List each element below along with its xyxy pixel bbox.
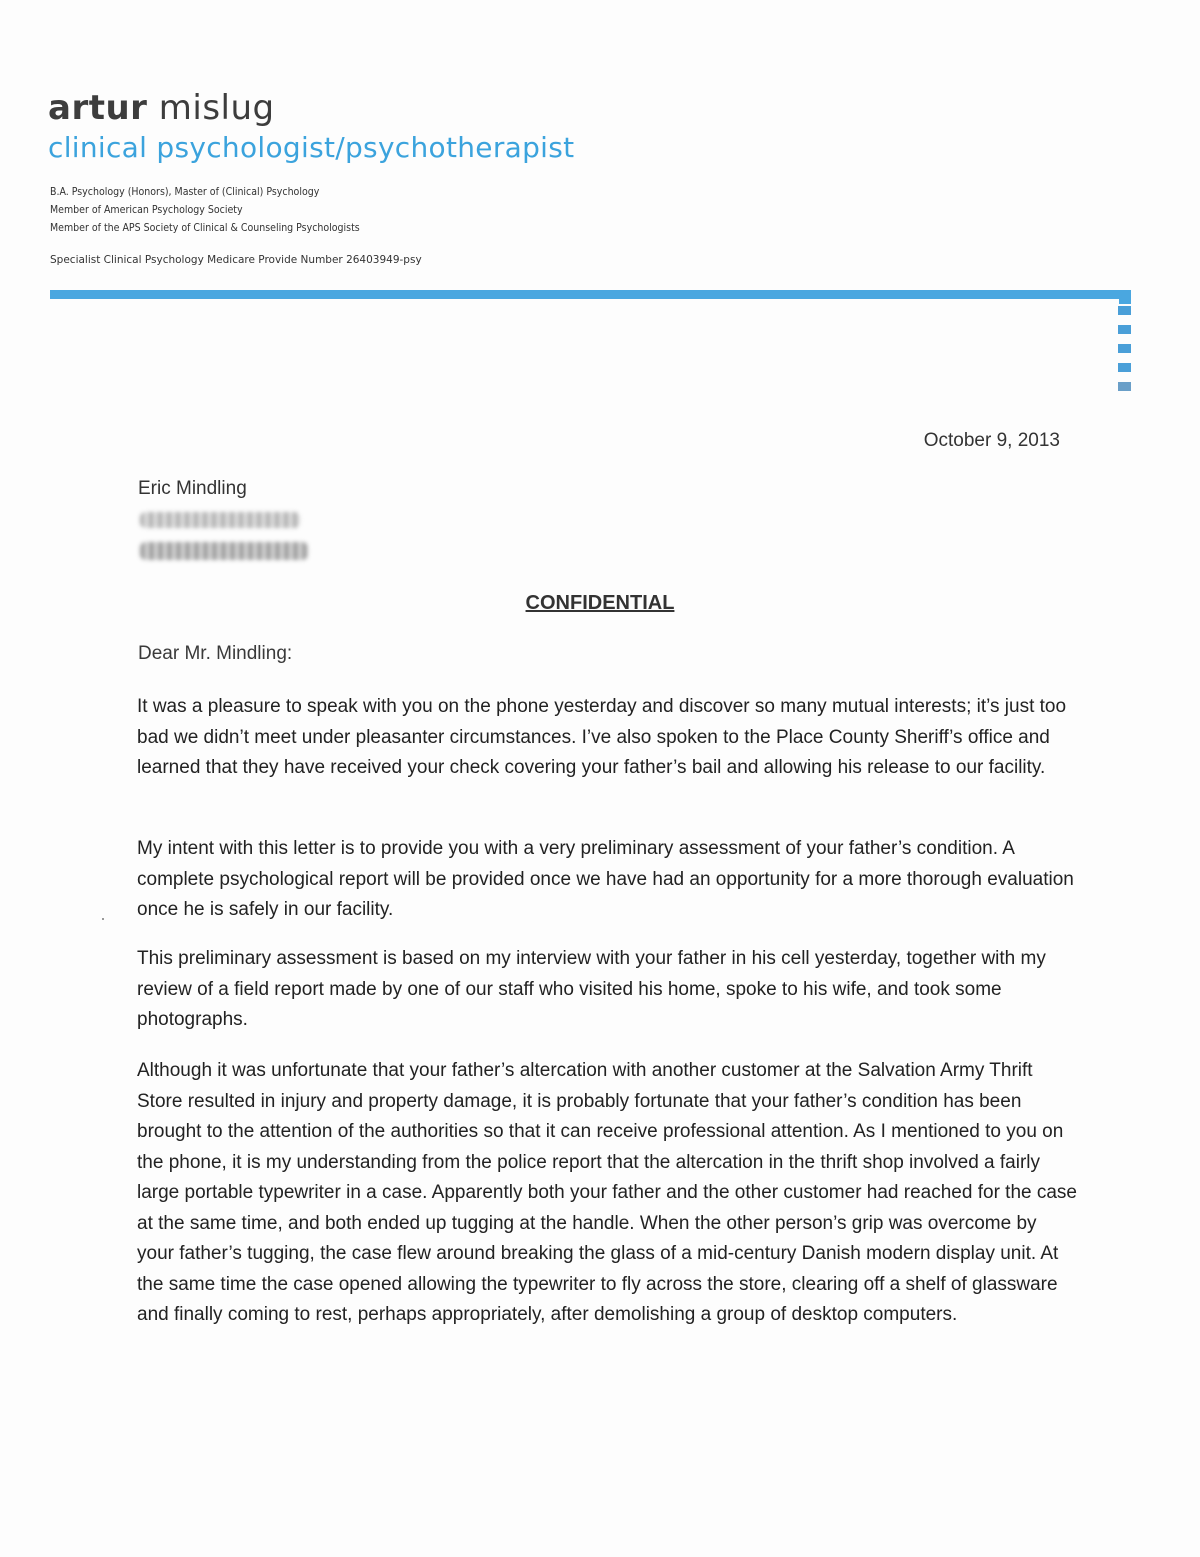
name-last: mislug: [158, 88, 275, 128]
name-first: artur: [48, 88, 148, 128]
letterhead-title: clinical psychologist/psychotherapist: [48, 131, 575, 164]
redacted-address-line: [140, 512, 300, 528]
letterhead-rule: [50, 290, 1131, 299]
recipient-name: Eric Mindling: [138, 478, 247, 499]
salutation: Dear Mr. Mindling:: [138, 643, 293, 664]
body-paragraph: Although it was unfortunate that your father’s altercation with another customer at the Salvation Army Thrift Store resulted in injury and property damage, it is probably fortunate that your father’s condition has been brought to the attention of the authorities so that it can receive professional attention. As I mentioned to you on the phone, it is my understanding from the police report that the altercation in the thrift shop involved a fairly large portable typewriter in a case. Apparently both your father and the other customer had reached for the case at the same time, and both ended up tugging at the handle. When the other person’s grip was overcome by your father’s tugging, the case flew around breaking the glass of a mid-century Danish modern display unit. At the same time the case opened allowing the typewriter to fly across the store, clearing off a shelf of glassware and finally coming to rest, perhaps appropriately, after demolishing a group of desktop computers.: [137, 1060, 1077, 1325]
body-paragraph: My intent with this letter is to provide you with a very preliminary assessment of your father’s condition. A complete psychological report will be provided once we have had an opportunity for a more thorough evaluation once he is safely in our facility.: [137, 838, 1074, 920]
redacted-address-line: [140, 542, 308, 560]
body-paragraph: It was a pleasure to speak with you on the phone yesterday and discover so many mutual interests; it’s just too bad we didn’t meet under pleasanter circumstances. I’ve also spoken to the Place County Sheriff’s office and learned that they have received your check covering your father’s bail and allowing his release to our facility.: [137, 696, 1067, 778]
decorative-square: [1118, 306, 1131, 315]
decorative-square: [1118, 363, 1131, 372]
provider-number: Specialist Clinical Psychology Medicare Provide Number 26403949-psy: [50, 254, 422, 266]
decorative-square: [1118, 325, 1131, 334]
credential-line: Member of American Psychology Society: [50, 204, 243, 216]
credential-line: Member of the APS Society of Clinical & Counseling Psychologists: [50, 222, 360, 234]
letterhead-name: [48, 86, 275, 130]
credentials-block: [50, 183, 360, 237]
decorative-square: [1118, 344, 1131, 353]
letter-date: October 9, 2013: [923, 430, 1060, 451]
decorative-square: [1118, 382, 1131, 391]
confidential-heading: CONFIDENTIAL: [525, 592, 675, 614]
decorative-squares: [1118, 306, 1131, 401]
credential-line: B.A. Psychology (Honors), Master of (Clinical) Psychology: [50, 186, 320, 198]
body-paragraph: This preliminary assessment is based on my interview with your father in his cell yesterday, together with my review of a field report made by one of our staff who visited his home, spoke to his wife, and took some photographs.: [137, 948, 1046, 1030]
scan-speck: [102, 918, 104, 920]
letterhead-rule-end: [1119, 290, 1131, 304]
